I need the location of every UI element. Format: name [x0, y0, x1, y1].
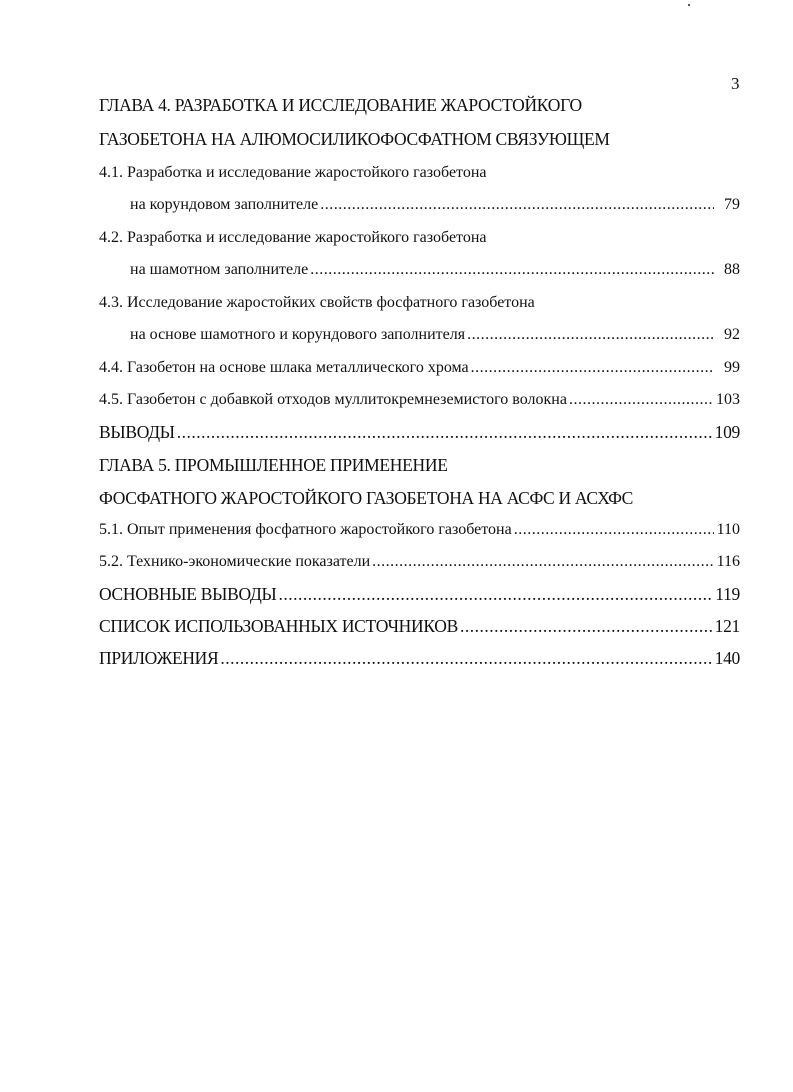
toc-entry-4-4: [99, 356, 740, 380]
dot-leader: [471, 356, 714, 380]
dot-leader: [467, 323, 714, 347]
toc-entry-5-1-title: 5.1. Опыт применения фосфатного жаростойкого газобетона: [99, 521, 512, 538]
toc-entry-4-2-subtitle: на шамотном заполнителе: [130, 261, 309, 278]
dot-leader: [220, 646, 712, 670]
dot-leader: [569, 388, 714, 412]
toc-entry-4-4-title: 4.4. Газобетон на основе шлака металлического хрома: [99, 359, 469, 376]
toc-entry-5-1: [99, 518, 740, 542]
chapter-5-title-line-1: ГЛАВА 5. ПРОМЫШЛЕННОЕ ПРИМЕНЕНИЕ: [99, 455, 448, 475]
toc-entry-4-3-page: 92: [724, 326, 740, 343]
toc-entry-main-conclusions: [99, 582, 740, 606]
toc-entry-4-5-title: 4.5. Газобетон с добавкой отходов муллитокремнеземистого волокна: [99, 391, 567, 408]
toc-entry-4-1-subtitle: на корундовом заполнителе: [130, 196, 319, 213]
toc-entry-4-3-title: 4.3. Исследование жаростойких свойств фосфатного газобетона: [99, 294, 535, 311]
dot-leader: [320, 193, 714, 217]
dot-leader: [372, 550, 714, 574]
toc-entry-conclusions-ch4-title: ВЫВОДЫ: [99, 422, 175, 442]
dot-leader: [514, 518, 714, 542]
toc-entry-4-2-title: 4.2. Разработка и исследование жаростойкого газобетона: [99, 229, 487, 246]
toc-entry-appendices: [99, 646, 740, 670]
toc-entry-references: [99, 614, 740, 638]
toc-entry-5-2-title: 5.2. Технико-экономические показатели: [99, 553, 371, 570]
toc-entry-appendices-page: 140: [714, 648, 740, 668]
toc-entry-4-3-subtitle: на основе шамотного и корундового заполнителя: [130, 326, 466, 343]
chapter-5-title-line-2: ФОСФАТНОГО ЖАРОСТОЙКОГО ГАЗОБЕТОНА НА АСФС И АСХФС: [99, 488, 634, 508]
toc-entry-4-1-title: 4.1. Разработка и исследование жаростойкого газобетона: [99, 164, 487, 181]
toc-entry-main-conclusions-page: 119: [715, 584, 740, 604]
toc-entry-4-2-page: 88: [724, 261, 740, 278]
dot-leader: [310, 258, 714, 282]
dot-leader: [279, 582, 714, 606]
toc-entry-5-2: [99, 550, 740, 574]
chapter-4-title-line-1: ГЛАВА 4. РАЗРАБОТКА И ИССЛЕДОВАНИЕ ЖАРОСТОЙКОГО: [99, 95, 582, 115]
dot-leader: [177, 420, 713, 444]
dot-leader: [460, 614, 713, 638]
toc-entry-4-5-page: 103: [716, 391, 740, 408]
toc-entry-4-1: [130, 193, 740, 217]
toc-entry-appendices-title: ПРИЛОЖЕНИЯ: [99, 648, 219, 668]
toc-entry-4-3: [130, 323, 740, 347]
toc-entry-4-1-page: 79: [724, 196, 740, 213]
toc-entry-5-1-page: 110: [716, 521, 740, 538]
toc-entry-references-page: 121: [714, 616, 740, 636]
toc-entry-4-2: [130, 258, 740, 282]
toc-entry-4-5: [99, 388, 740, 412]
toc-entry-conclusions-ch4: [99, 420, 740, 444]
toc-entry-5-2-page: 116: [716, 553, 740, 570]
toc-entry-conclusions-ch4-page: 109: [714, 422, 740, 442]
toc-entry-main-conclusions-title: ОСНОВНЫЕ ВЫВОДЫ: [99, 584, 277, 604]
chapter-4-title-line-2: ГАЗОБЕТОНА НА АЛЮМОСИЛИКОФОСФАТНОМ СВЯЗУЮЩЕМ: [99, 129, 610, 149]
page-number: 3: [731, 74, 740, 93]
toc-entry-references-title: СПИСОК ИСПОЛЬЗОВАННЫХ ИСТОЧНИКОВ: [99, 616, 459, 636]
toc-entry-4-4-page: 99: [724, 359, 740, 376]
